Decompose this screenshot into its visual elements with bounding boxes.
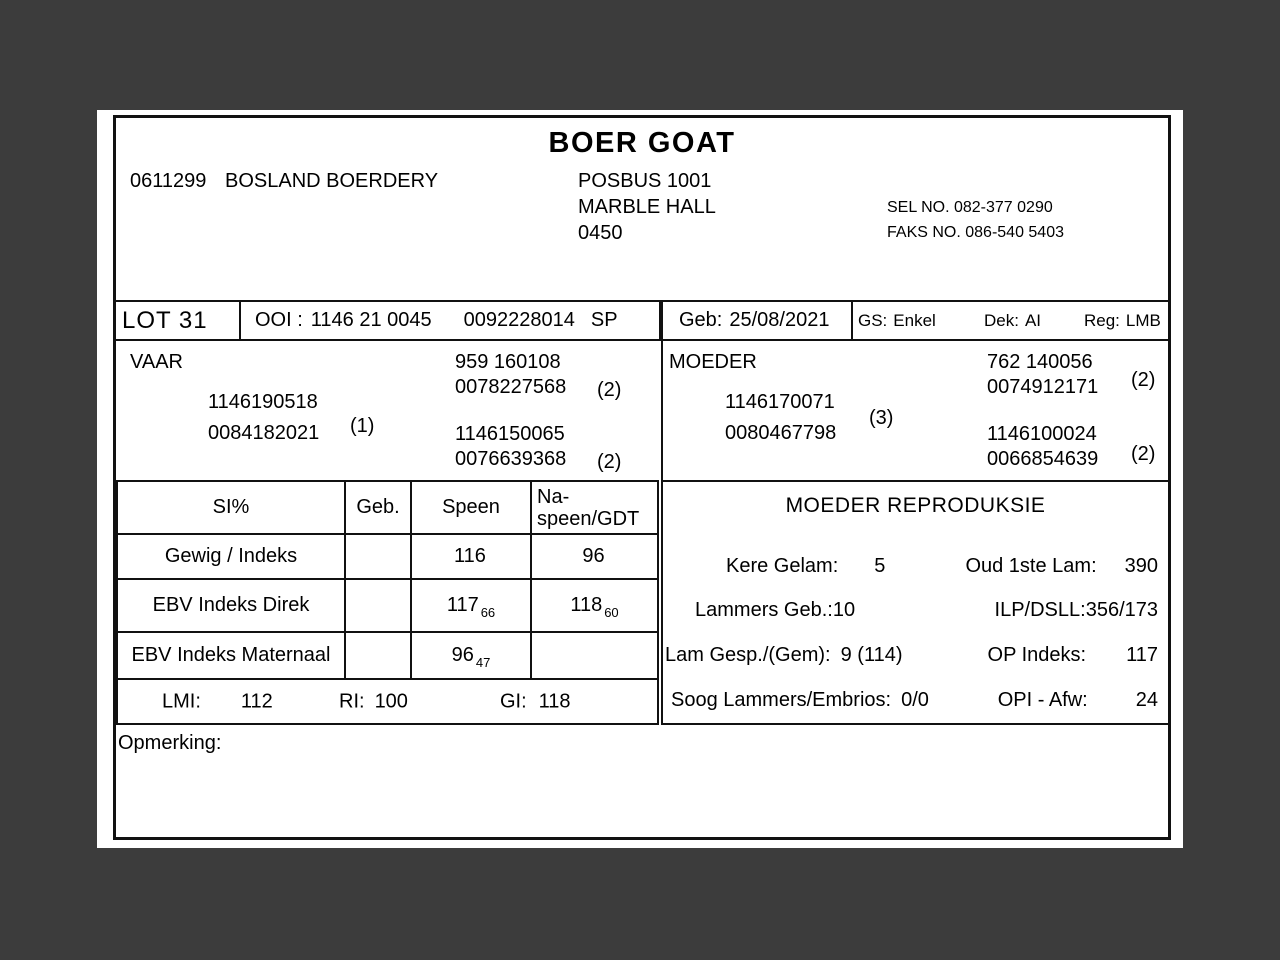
- cell-number: SEL NO. 082-377 0290: [887, 199, 1053, 216]
- stats-row-label: EBV Indeks Maternaal: [118, 631, 344, 678]
- stats-value: 117: [446, 594, 479, 616]
- repro-value: 9 (114): [840, 644, 903, 666]
- gs-pair: [858, 311, 936, 331]
- repro-left-pair: [665, 644, 903, 667]
- indices-row: [116, 680, 659, 725]
- reproduksie-section: [663, 480, 1168, 725]
- stats-value-sub: 60: [604, 605, 619, 620]
- contact-block: [887, 195, 1064, 245]
- stats-cell: [410, 631, 530, 678]
- vaar-sire-id-1: 959 160108: [455, 351, 561, 373]
- stats-cell-empty: [344, 533, 410, 578]
- stats-cell: [530, 533, 657, 578]
- repro-row: [663, 689, 1168, 717]
- repro-label: Kere Gelam:: [726, 555, 839, 577]
- stats-header-naspeen: Na-speen/GDT: [530, 482, 657, 533]
- vaar-section: [116, 341, 661, 480]
- geb-cell: [661, 302, 853, 339]
- moeder-section: [663, 341, 1168, 480]
- stats-value-sub: 47: [475, 655, 491, 670]
- address-line-1: POSBUS 1001: [578, 170, 712, 192]
- repro-label: Lam Gesp./(Gem):: [665, 644, 831, 666]
- card-frame: [113, 115, 1171, 840]
- repro-value: 10: [832, 599, 856, 621]
- stats-cell: [530, 631, 657, 678]
- page-title: BOER GOAT: [548, 127, 736, 159]
- repro-label: ILP/DSLL:: [994, 599, 1086, 621]
- repro-value: 5: [874, 555, 886, 577]
- repro-label: OPI - Afw:: [997, 689, 1088, 711]
- ooi-suffix: SP: [590, 309, 618, 331]
- gs-label: GS:: [858, 310, 888, 330]
- repro-value: 117: [1126, 644, 1158, 666]
- stats-cell-empty: [344, 578, 410, 631]
- stats-cell: [410, 578, 530, 631]
- repro-right-pair: [998, 689, 1158, 712]
- lot-number: LOT 31: [116, 302, 241, 339]
- moeder-sire-id-1: 762 140056: [987, 351, 1093, 373]
- repro-label: Lammers Geb.:: [695, 599, 833, 621]
- fax-number: FAKS NO. 086-540 5403: [887, 224, 1064, 241]
- stats-row-label: Gewig / Indeks: [118, 533, 344, 578]
- ooi-label: OOI :: [255, 309, 303, 331]
- repro-row: [663, 555, 1168, 583]
- vaar-dam-id-2: 0076639368: [455, 448, 567, 470]
- lot-row: [116, 300, 1168, 341]
- vaar-dam-note: (2): [597, 451, 622, 473]
- moeder-id-1: 1146170071: [725, 391, 835, 413]
- vaar-id-1: 1146190518: [208, 391, 318, 413]
- gi-value: 118: [538, 690, 571, 712]
- lmi-value: 112: [240, 690, 273, 712]
- repro-right-pair: [965, 555, 1158, 578]
- address-block: [578, 168, 716, 246]
- lmi-label: LMI:: [162, 690, 201, 712]
- ri-label: RI:: [339, 690, 365, 712]
- dek-label: Dek:: [984, 310, 1019, 330]
- vaar-sire-note: (2): [597, 379, 622, 401]
- vaar-dam-id-1: 1146150065: [455, 423, 565, 445]
- repro-left-pair: [671, 689, 929, 712]
- repro-right-pair: [995, 599, 1158, 622]
- stats-value-sub: 66: [480, 605, 496, 620]
- stats-header-si: SI%: [212, 496, 250, 518]
- ooi-reg: 0092228014: [463, 309, 575, 331]
- ooi-cell: [241, 302, 661, 339]
- stats-header-speen: Speen: [410, 482, 530, 533]
- repro-left-pair: [726, 555, 885, 578]
- address-line-2: MARBLE HALL: [578, 196, 716, 218]
- reg-pair: [1084, 311, 1161, 331]
- gs-dek-reg-cell: [853, 302, 1168, 339]
- stats-cell-empty: [344, 631, 410, 678]
- reproduksie-title: MOEDER REPRODUKSIE: [785, 494, 1046, 517]
- opmerking-label: Opmerking:: [118, 732, 222, 754]
- moeder-dam-id-2: 0066854639: [987, 448, 1099, 470]
- moeder-note: (3): [869, 407, 894, 429]
- repro-row: [663, 644, 1168, 672]
- stats-value: 96: [451, 644, 474, 666]
- address-line-3: 0450: [578, 222, 623, 244]
- ri-value: 100: [374, 690, 408, 712]
- reg-label: Reg:: [1084, 310, 1120, 330]
- moeder-id-2: 0080467798: [725, 422, 837, 444]
- ri-pair: [339, 690, 408, 713]
- geb-label: Geb:: [679, 309, 723, 331]
- repro-label: OP Indeks:: [987, 644, 1087, 666]
- gi-pair: [500, 690, 571, 713]
- ooi-id: 1146 21 0045: [310, 309, 432, 331]
- stats-value: 96: [582, 545, 605, 567]
- stats-cell: [530, 578, 657, 631]
- stats-header-geb: Geb.: [344, 482, 410, 533]
- stats-cell: [410, 533, 530, 578]
- repro-row: [663, 599, 1168, 627]
- dek-pair: [984, 311, 1041, 331]
- moeder-sire-note: (2): [1131, 369, 1156, 391]
- repro-right-pair: [988, 644, 1158, 667]
- gi-label: GI:: [500, 690, 527, 712]
- dek-value: AI: [1024, 310, 1042, 330]
- reg-value: LMB: [1125, 310, 1161, 330]
- moeder-dam-id-1: 1146100024: [987, 423, 1097, 445]
- stats-table: [116, 480, 659, 680]
- vaar-note: (1): [350, 415, 375, 437]
- vaar-id-2: 0084182021: [208, 422, 320, 444]
- geb-value: 25/08/2021: [729, 309, 830, 331]
- stats-value: 118: [570, 594, 603, 616]
- stats-row-label: EBV Indeks Direk: [118, 578, 344, 631]
- repro-label: Soog Lammers/Embrios:: [671, 689, 892, 711]
- farm-name: BOSLAND BOERDERY: [225, 170, 439, 192]
- member-number: 0611299: [130, 170, 207, 192]
- stats-value: 116: [454, 545, 486, 567]
- repro-value: 24: [1135, 689, 1158, 711]
- repro-value: 0/0: [901, 689, 929, 711]
- repro-label: Oud 1ste Lam:: [965, 555, 1097, 577]
- lmi-pair: [162, 690, 273, 713]
- repro-left-pair: [695, 599, 855, 622]
- vaar-sire-id-2: 0078227568: [455, 376, 567, 398]
- repro-value: 356/173: [1085, 599, 1158, 621]
- moeder-sire-id-2: 0074912171: [987, 376, 1099, 398]
- catalog-card: [97, 110, 1183, 848]
- vaar-label: VAAR: [130, 351, 183, 373]
- repro-value: 390: [1124, 555, 1158, 577]
- moeder-label: MOEDER: [669, 351, 757, 373]
- gs-value: Enkel: [893, 310, 936, 330]
- moeder-dam-note: (2): [1131, 443, 1156, 465]
